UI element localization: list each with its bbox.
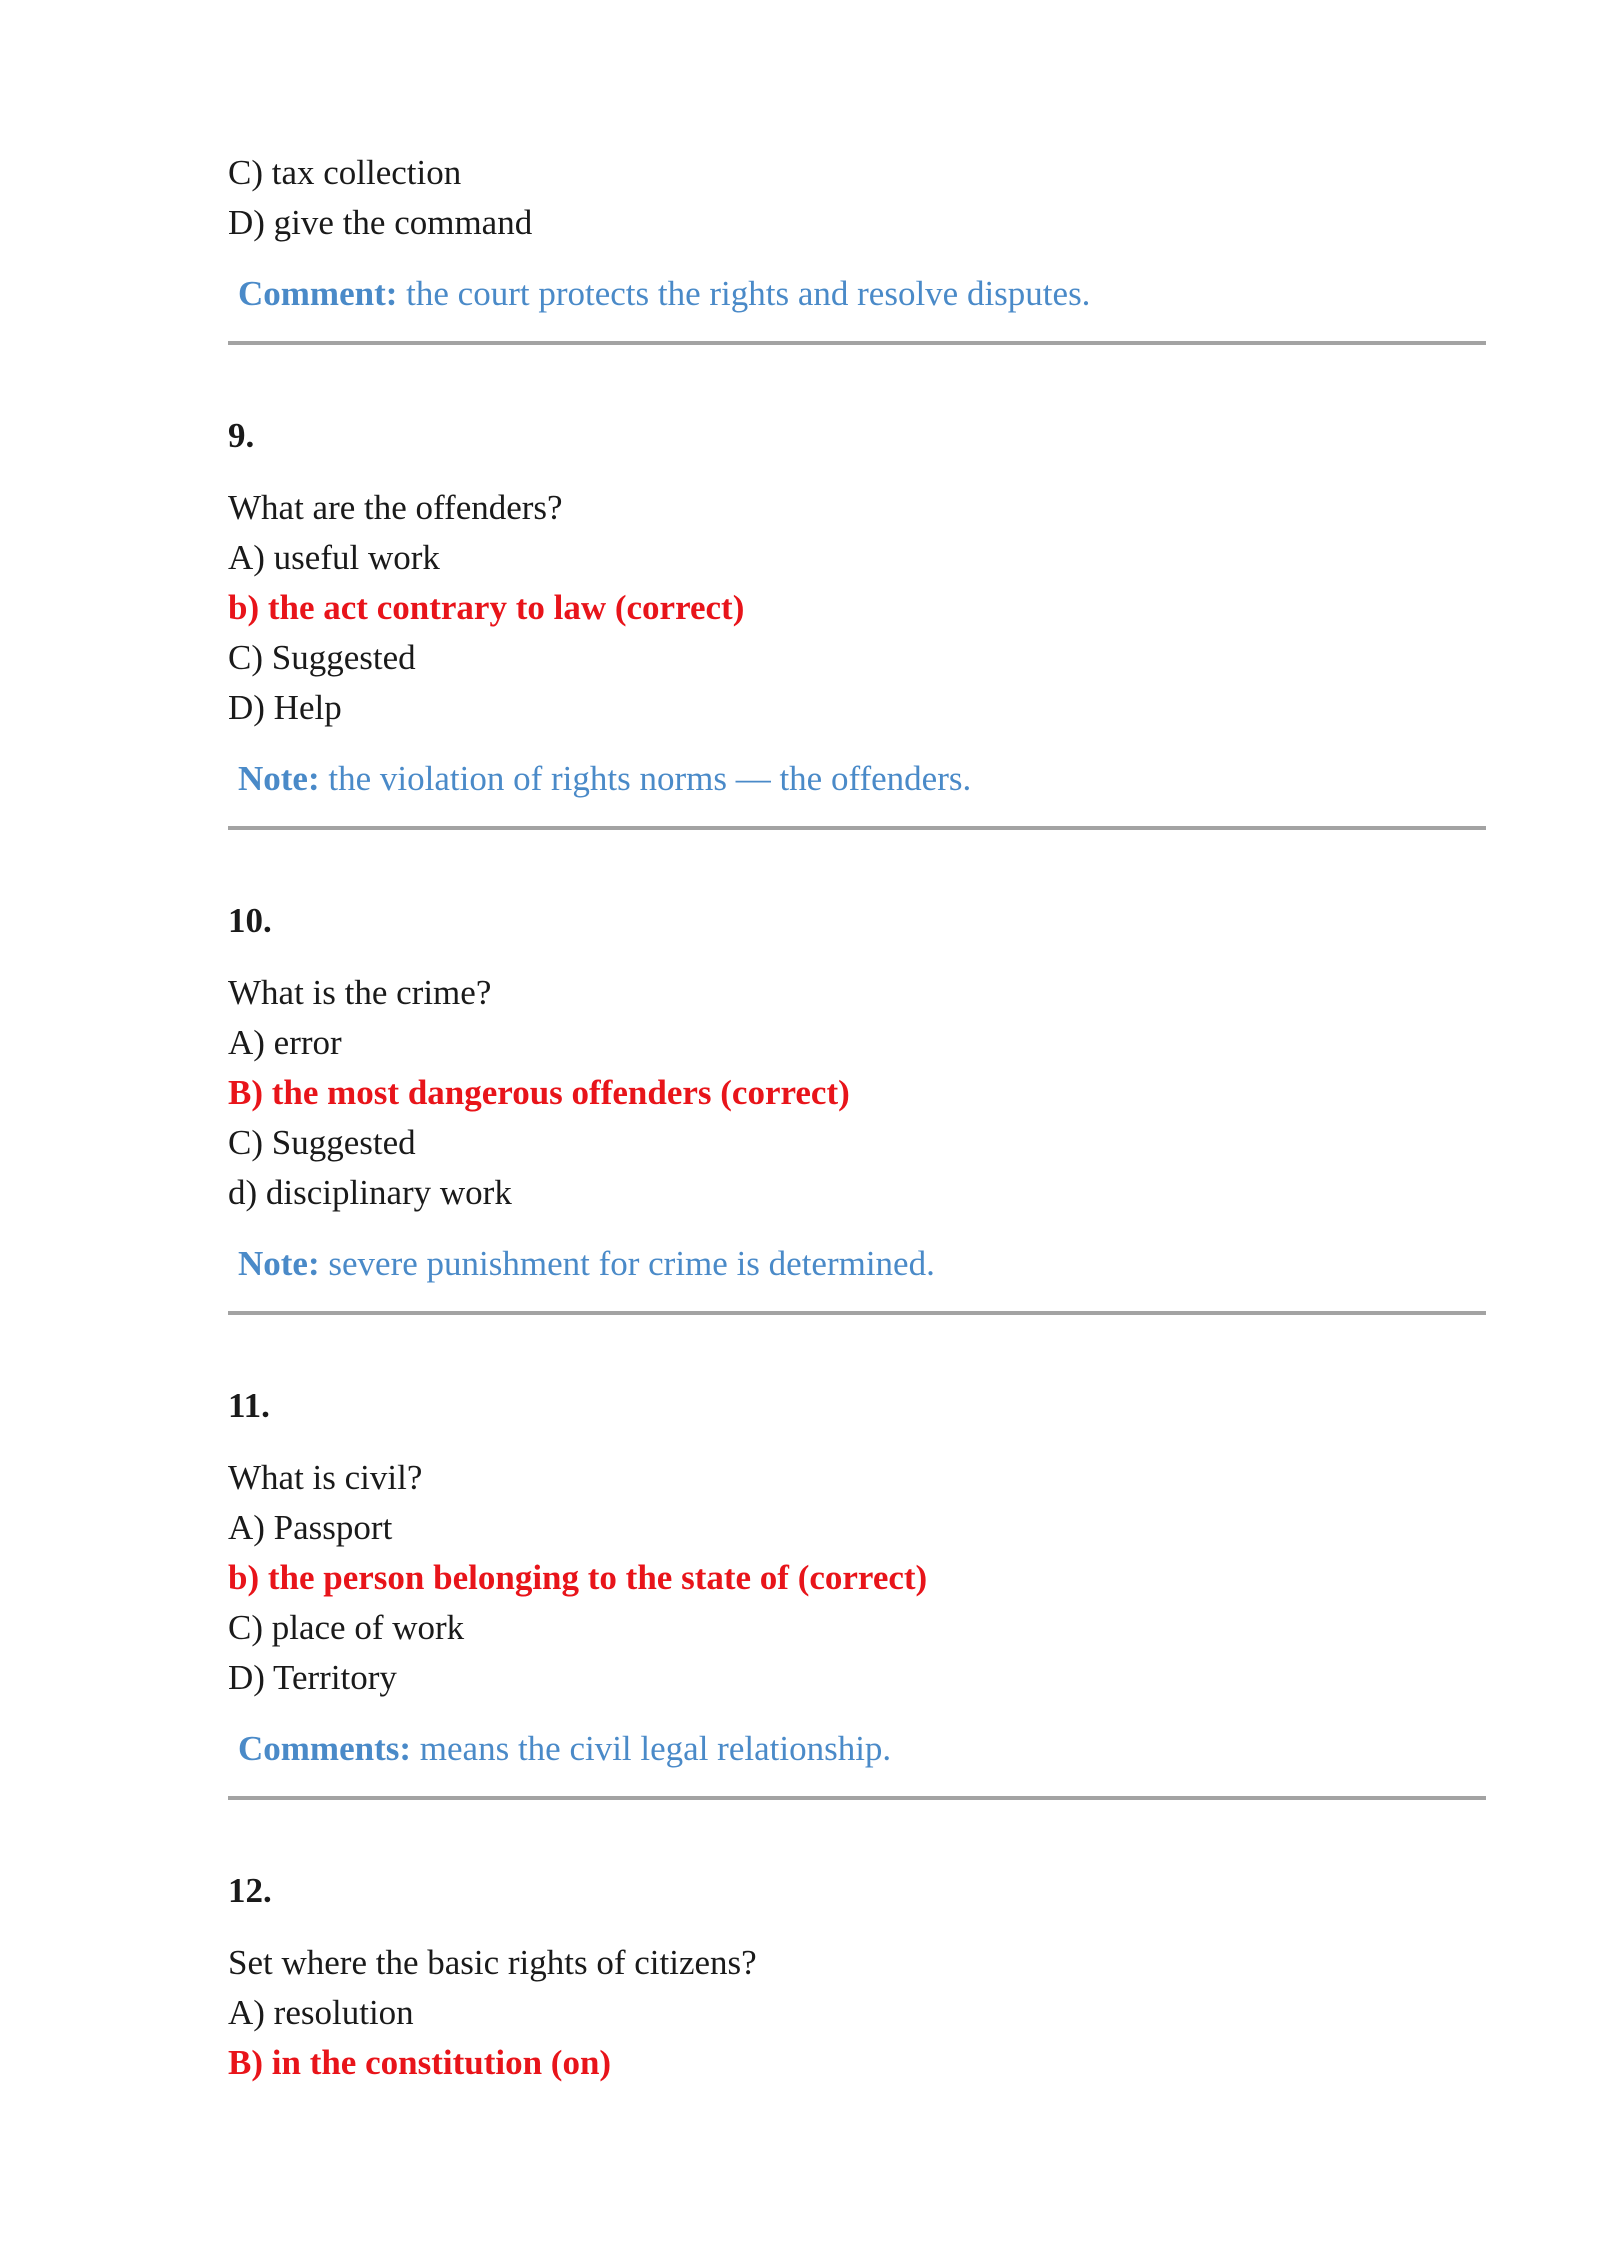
option-d: D) Help xyxy=(228,688,342,727)
note-text: the court protects the rights and resolve disputes. xyxy=(397,274,1091,313)
option-c: C) Suggested xyxy=(228,638,416,677)
question-text: What is the crime? xyxy=(228,973,492,1012)
question-text: What are the offenders? xyxy=(228,488,563,527)
question-number: 11. xyxy=(228,1386,270,1425)
question-block-11 xyxy=(228,1381,1486,1800)
comment-note xyxy=(238,269,1486,319)
question-block-8-continued xyxy=(228,148,1486,345)
question-number: 12. xyxy=(228,1871,272,1910)
comment-note xyxy=(238,1239,1486,1289)
note-label: Comments: xyxy=(238,1729,412,1768)
question-number: 10. xyxy=(228,901,272,940)
option-d: d) disciplinary work xyxy=(228,1173,512,1212)
divider xyxy=(228,826,1486,830)
option-c: C) Suggested xyxy=(228,1123,416,1162)
option-d: D) give the command xyxy=(228,203,533,242)
quiz-page xyxy=(228,148,1486,2088)
note-text: severe punishment for crime is determined. xyxy=(319,1244,935,1283)
note-text: means the civil legal relationship. xyxy=(411,1729,892,1768)
question-text: What is civil? xyxy=(228,1458,423,1497)
note-label: Comment: xyxy=(238,274,398,313)
option-b-correct: B) in the constitution (on) xyxy=(228,2043,612,2082)
option-a: A) resolution xyxy=(228,1993,414,2032)
divider xyxy=(228,1311,1486,1315)
divider xyxy=(228,1796,1486,1800)
option-c: C) tax collection xyxy=(228,153,462,192)
divider xyxy=(228,341,1486,345)
option-d: D) Territory xyxy=(228,1658,397,1697)
option-a: A) Passport xyxy=(228,1508,393,1547)
option-b-correct: b) the person belonging to the state of (correct) xyxy=(228,1558,928,1597)
question-number: 9. xyxy=(228,416,255,455)
option-c: C) place of work xyxy=(228,1608,465,1647)
comment-note xyxy=(238,754,1486,804)
comment-note xyxy=(238,1724,1486,1774)
question-block-9 xyxy=(228,411,1486,830)
note-label: Note: xyxy=(238,759,320,798)
option-b-correct: b) the act contrary to law (correct) xyxy=(228,588,745,627)
note-label: Note: xyxy=(238,1244,320,1283)
question-block-12 xyxy=(228,1866,1486,2088)
note-text: the violation of rights norms — the offenders. xyxy=(319,759,972,798)
option-b-correct: B) the most dangerous offenders (correct) xyxy=(228,1073,850,1112)
option-a: A) useful work xyxy=(228,538,440,577)
question-block-10 xyxy=(228,896,1486,1315)
option-a: A) error xyxy=(228,1023,342,1062)
question-text: Set where the basic rights of citizens? xyxy=(228,1943,757,1982)
